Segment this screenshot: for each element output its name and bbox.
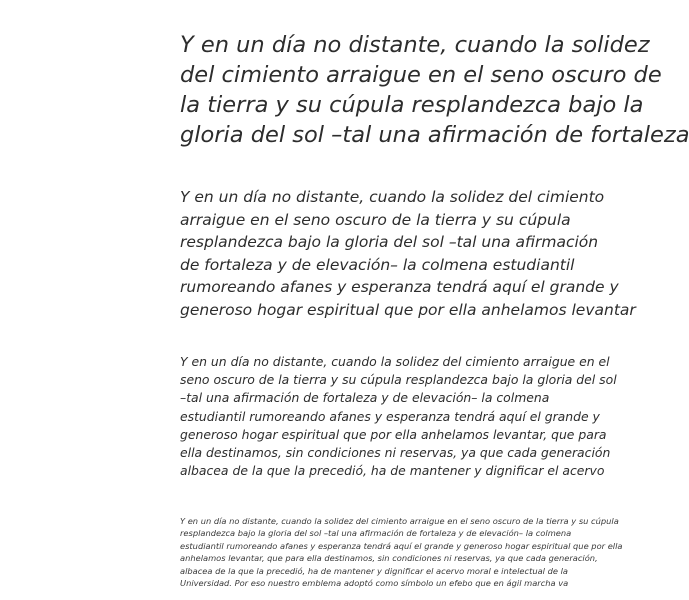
specimen-line: la tierra y su cúpula resplandezca bajo la — [180, 92, 644, 118]
specimen-line: Y en un día no distante, cuando la solidez del cimiento arraigue en el — [180, 354, 610, 369]
specimen-line: del cimiento arraigue en el seno oscuro de — [180, 62, 662, 88]
specimen-line: de fortaleza y de elevación– la colmena estudiantil — [180, 255, 575, 274]
specimen-line: anhelamos levantar, que para ella destinamos, sin condiciones ni reservas, ya que cada generación, — [180, 553, 598, 564]
specimen-large — [180, 30, 689, 150]
specimen-line: resplandezca bajo la gloria del sol –tal una afirmación — [180, 233, 599, 251]
specimen-line: resplandezca bajo la gloria del sol –tal una afirmación de fortaleza y de elevación– la colmena — [180, 528, 572, 539]
specimen-line: Y en un día no distante, cuando la solidez del cimiento arraigue en el seno oscuro de la tierra y su cúpula — [180, 516, 619, 526]
specimen-line: rumoreando afanes y esperanza tendrá aquí el grande y — [180, 278, 619, 296]
specimen-line: Y en un día no distante, cuando la solidez — [180, 32, 650, 58]
specimen-line: Universidad. Por eso nuestro emblema adoptó como símbolo un efebo que en ágil marcha va — [180, 578, 569, 589]
specimen-line: Y en un día no distante, cuando la solidez del cimiento — [180, 188, 605, 206]
specimen-line: seno oscuro de la tierra y su cúpula resplandezca bajo la gloria del sol — [180, 372, 617, 388]
specimen-line: gloria del sol –tal una afirmación de fortaleza — [180, 122, 689, 148]
specimen-line: estudiantil rumoreando afanes y esperanza tendrá aquí el grande y — [180, 408, 600, 424]
specimen-line: generoso hogar espiritual que por ella anhelamos levantar — [180, 300, 636, 319]
specimen-medium — [180, 186, 636, 321]
specimen-line: –tal una afirmación de fortaleza y de elevación– la colmena — [180, 390, 550, 406]
specimen-line: generoso hogar espiritual que por ella anhelamos levantar, que para — [180, 426, 607, 442]
specimen-tiny — [180, 515, 623, 589]
specimen-small — [180, 353, 617, 480]
specimen-line: ella destinamos, sin condiciones ni reservas, ya que cada generación — [180, 445, 611, 461]
specimen-line: estudiantil rumoreando afanes y esperanza tendrá aquí el grande y generoso hogar espiritual que por ella — [180, 540, 623, 551]
specimen-line: albacea de la que la precedió, ha de mantener y dignificar el acervo — [180, 463, 605, 479]
specimen-line: arraigue en el seno oscuro de la tierra y su cúpula — [180, 210, 571, 229]
specimen-line: albacea de la que la precedió, ha de mantener y dignificar el acervo moral e intelectual de la — [180, 565, 569, 576]
